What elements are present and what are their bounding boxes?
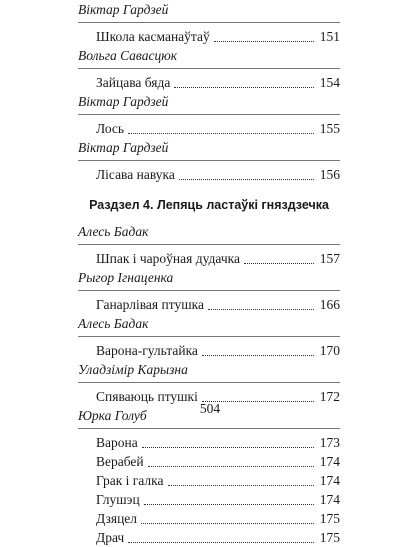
toc-entry (78, 119, 340, 138)
entry-title: Шпак і чароўная дудачка (96, 251, 240, 266)
entry-title: Дзяцел (96, 511, 138, 526)
entry-page-number: 174 (319, 454, 340, 469)
section-heading: Раздзел 4. Лепяць ластаўкі гняздзечка (89, 198, 329, 212)
entry-title: Ганарлівая птушка (96, 297, 204, 312)
page-number: 504 (199, 401, 221, 416)
dot-leader (214, 40, 314, 42)
author-name: Віктар Гардзей (78, 2, 169, 17)
author-divider (78, 68, 340, 69)
entry-page-number: 166 (319, 297, 340, 312)
toc-group-after-section (78, 222, 340, 547)
author-divider (78, 290, 340, 291)
toc-entry (78, 341, 340, 360)
author-divider (78, 382, 340, 383)
author-name: Уладзімір Карызна (78, 362, 188, 377)
entry-page-number: 151 (319, 29, 340, 44)
toc-entry (78, 452, 340, 471)
entry-page-number: 155 (319, 121, 340, 136)
toc-entry (78, 249, 340, 268)
toc-entry (78, 433, 340, 452)
entry-title: Зайцава бяда (96, 75, 171, 90)
entry-title: Лось (96, 121, 125, 136)
entry-page-number: 157 (319, 251, 340, 266)
author-divider (78, 244, 340, 245)
author-name: Алесь Бадак (78, 316, 149, 331)
entry-title: Школа касманаўтаў (96, 29, 210, 44)
toc-entry (78, 295, 340, 314)
entry-title: Лісава навука (96, 167, 175, 182)
dot-leader (128, 132, 314, 134)
author-name: Юрка Голуб (78, 408, 147, 423)
dot-leader (244, 262, 314, 264)
toc-entry (78, 27, 340, 46)
dot-leader (208, 308, 314, 310)
author-divider (78, 160, 340, 161)
toc-entry (78, 509, 340, 528)
dot-leader (202, 354, 314, 356)
toc-entry (78, 165, 340, 184)
entry-page-number: 154 (319, 75, 340, 90)
entry-page-number: 175 (319, 530, 340, 545)
author-name: Віктар Гардзей (78, 140, 169, 155)
entry-page-number: 172 (319, 389, 340, 404)
dot-leader (179, 178, 314, 180)
dot-leader (141, 522, 314, 524)
entry-title: Драч (96, 530, 125, 545)
dot-leader (148, 465, 314, 467)
table-of-contents (78, 0, 340, 547)
entry-page-number: 156 (319, 167, 340, 182)
author-name: Рыгор Ігнаценка (78, 270, 174, 285)
entry-title: Спяваюць птушкі (96, 389, 198, 404)
entry-page-number: 175 (319, 511, 340, 526)
author-divider (78, 336, 340, 337)
entry-title: Варона-гультайка (96, 343, 198, 358)
entry-title: Глушэц (96, 492, 140, 507)
toc-entry (78, 490, 340, 509)
author-divider (78, 22, 340, 23)
author-divider (78, 114, 340, 115)
toc-entry (78, 73, 340, 92)
author-divider (78, 428, 340, 429)
dot-leader (144, 503, 314, 505)
author-name: Віктар Гардзей (78, 94, 169, 109)
entry-page-number: 170 (319, 343, 340, 358)
dot-leader (174, 86, 314, 88)
toc-entry (78, 528, 340, 547)
entry-title: Верабей (96, 454, 144, 469)
toc-entry (78, 471, 340, 490)
dot-leader (142, 446, 314, 448)
entry-page-number: 173 (319, 435, 340, 450)
entry-page-number: 174 (319, 473, 340, 488)
toc-group-before-section (78, 0, 340, 184)
entry-title: Грак і галка (96, 473, 164, 488)
author-name: Вольга Савасцюк (78, 48, 178, 63)
entry-page-number: 174 (319, 492, 340, 507)
dot-leader (128, 541, 314, 543)
entry-title: Варона (96, 435, 138, 450)
dot-leader (168, 484, 315, 486)
author-name: Алесь Бадак (78, 224, 149, 239)
